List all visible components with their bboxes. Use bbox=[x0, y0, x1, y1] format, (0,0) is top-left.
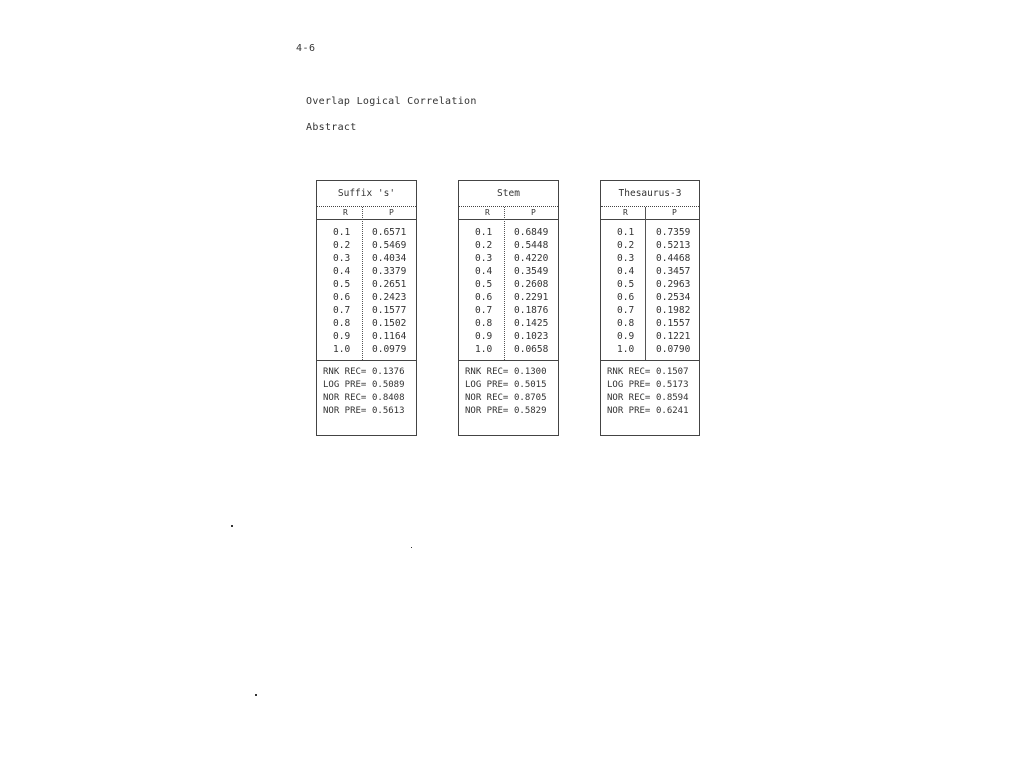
precision-value: 0.1502 bbox=[372, 318, 407, 329]
precision-value: 0.1557 bbox=[656, 318, 691, 329]
metric-value: 0.5089 bbox=[372, 380, 405, 390]
metric-value: 0.1507 bbox=[656, 367, 689, 377]
recall-value: 0.1 bbox=[617, 227, 635, 238]
recall-value: 0.2 bbox=[333, 240, 351, 251]
precision-value: 0.1221 bbox=[656, 331, 691, 342]
column-divider bbox=[362, 207, 363, 360]
recall-value: 0.9 bbox=[617, 331, 635, 342]
recall-column bbox=[333, 226, 357, 356]
scan-speck bbox=[231, 525, 233, 527]
precision-value: 0.1876 bbox=[514, 305, 549, 316]
results-table-suffix-s bbox=[316, 180, 417, 436]
recall-column-header: R bbox=[623, 208, 628, 217]
recall-value: 0.4 bbox=[333, 266, 351, 277]
recall-value: 0.2 bbox=[617, 240, 635, 251]
precision-value: 0.5213 bbox=[656, 240, 691, 251]
recall-column bbox=[475, 226, 499, 356]
metric-value: 0.5015 bbox=[514, 380, 547, 390]
metric-label: NOR PRE= bbox=[607, 406, 651, 416]
precision-column-header: P bbox=[531, 208, 536, 217]
metric-label: RNK REC= bbox=[607, 367, 651, 377]
precision-value: 0.3379 bbox=[372, 266, 407, 277]
recall-value: 0.6 bbox=[617, 292, 635, 303]
precision-value: 0.1982 bbox=[656, 305, 691, 316]
metric-label: LOG PRE= bbox=[607, 380, 651, 390]
metric-row bbox=[465, 392, 558, 405]
metric-row bbox=[607, 405, 699, 418]
column-divider bbox=[645, 207, 646, 360]
metric-label: NOR REC= bbox=[607, 393, 651, 403]
precision-value: 0.2963 bbox=[656, 279, 691, 290]
page-number: 4-6 bbox=[296, 43, 316, 54]
recall-value: 0.7 bbox=[333, 305, 351, 316]
precision-column bbox=[656, 226, 696, 356]
metric-row bbox=[465, 366, 558, 379]
precision-value: 0.4220 bbox=[514, 253, 549, 264]
metric-row bbox=[465, 405, 558, 418]
recall-value: 0.4 bbox=[617, 266, 635, 277]
precision-value: 0.6571 bbox=[372, 227, 407, 238]
precision-value: 0.0658 bbox=[514, 344, 549, 355]
metric-label: NOR REC= bbox=[465, 393, 509, 403]
precision-value: 0.6849 bbox=[514, 227, 549, 238]
recall-value: 1.0 bbox=[475, 344, 493, 355]
summary-metrics bbox=[459, 361, 558, 418]
recall-value: 0.4 bbox=[475, 266, 493, 277]
document-subtitle: Abstract bbox=[306, 122, 357, 133]
table-title: Suffix 's' bbox=[317, 181, 416, 207]
metric-label: LOG PRE= bbox=[323, 380, 367, 390]
recall-value: 0.5 bbox=[617, 279, 635, 290]
table-header bbox=[317, 207, 416, 220]
recall-value: 0.7 bbox=[617, 305, 635, 316]
metric-label: NOR PRE= bbox=[323, 406, 367, 416]
metric-row bbox=[607, 379, 699, 392]
recall-column-header: R bbox=[485, 208, 490, 217]
precision-value: 0.3549 bbox=[514, 266, 549, 277]
precision-value: 0.5469 bbox=[372, 240, 407, 251]
metric-row bbox=[607, 392, 699, 405]
table-body bbox=[317, 220, 416, 361]
recall-value: 0.3 bbox=[617, 253, 635, 264]
recall-value: 0.3 bbox=[333, 253, 351, 264]
metric-row bbox=[323, 366, 416, 379]
recall-value: 0.8 bbox=[475, 318, 493, 329]
precision-value: 0.0790 bbox=[656, 344, 691, 355]
recall-value: 0.8 bbox=[333, 318, 351, 329]
metric-value: 0.8408 bbox=[372, 393, 405, 403]
scan-speck bbox=[411, 547, 412, 548]
metric-value: 0.6241 bbox=[656, 406, 689, 416]
metric-value: 0.1300 bbox=[514, 367, 547, 377]
precision-column bbox=[372, 226, 412, 356]
metric-label: RNK REC= bbox=[323, 367, 367, 377]
precision-value: 0.1023 bbox=[514, 331, 549, 342]
recall-value: 0.1 bbox=[333, 227, 351, 238]
recall-value: 0.7 bbox=[475, 305, 493, 316]
recall-value: 1.0 bbox=[333, 344, 351, 355]
recall-value: 0.1 bbox=[475, 227, 493, 238]
recall-column-header: R bbox=[343, 208, 348, 217]
precision-value: 0.3457 bbox=[656, 266, 691, 277]
recall-value: 0.8 bbox=[617, 318, 635, 329]
metric-label: NOR PRE= bbox=[465, 406, 509, 416]
results-table-thesaurus-3 bbox=[600, 180, 700, 436]
metric-value: 0.5613 bbox=[372, 406, 405, 416]
column-divider bbox=[504, 207, 505, 360]
recall-value: 1.0 bbox=[617, 344, 635, 355]
table-body bbox=[601, 220, 699, 361]
metric-row bbox=[465, 379, 558, 392]
precision-column-header: P bbox=[672, 208, 677, 217]
table-header bbox=[601, 207, 699, 220]
metric-label: LOG PRE= bbox=[465, 380, 509, 390]
precision-value: 0.4034 bbox=[372, 253, 407, 264]
precision-value: 0.1164 bbox=[372, 331, 407, 342]
recall-value: 0.5 bbox=[333, 279, 351, 290]
precision-value: 0.2291 bbox=[514, 292, 549, 303]
metric-value: 0.1376 bbox=[372, 367, 405, 377]
recall-value: 0.9 bbox=[475, 331, 493, 342]
table-title: Thesaurus-3 bbox=[601, 181, 699, 207]
metric-value: 0.8705 bbox=[514, 393, 547, 403]
recall-value: 0.6 bbox=[475, 292, 493, 303]
summary-metrics bbox=[317, 361, 416, 418]
precision-value: 0.2608 bbox=[514, 279, 549, 290]
precision-value: 0.5448 bbox=[514, 240, 549, 251]
summary-metrics bbox=[601, 361, 699, 418]
table-body bbox=[459, 220, 558, 361]
precision-value: 0.4468 bbox=[656, 253, 691, 264]
precision-value: 0.2534 bbox=[656, 292, 691, 303]
metric-row bbox=[323, 392, 416, 405]
recall-value: 0.5 bbox=[475, 279, 493, 290]
table-title: Stem bbox=[459, 181, 558, 207]
recall-value: 0.2 bbox=[475, 240, 493, 251]
table-header bbox=[459, 207, 558, 220]
metric-value: 0.8594 bbox=[656, 393, 689, 403]
precision-value: 0.7359 bbox=[656, 227, 691, 238]
recall-value: 0.3 bbox=[475, 253, 493, 264]
metric-value: 0.5829 bbox=[514, 406, 547, 416]
scan-speck bbox=[255, 694, 257, 696]
recall-column bbox=[617, 226, 641, 356]
metric-label: NOR REC= bbox=[323, 393, 367, 403]
precision-value: 0.2423 bbox=[372, 292, 407, 303]
metric-row bbox=[323, 405, 416, 418]
metric-row bbox=[323, 379, 416, 392]
precision-value: 0.2651 bbox=[372, 279, 407, 290]
results-table-stem bbox=[458, 180, 559, 436]
metric-label: RNK REC= bbox=[465, 367, 509, 377]
recall-value: 0.9 bbox=[333, 331, 351, 342]
metric-row bbox=[607, 366, 699, 379]
precision-column bbox=[514, 226, 554, 356]
document-title: Overlap Logical Correlation bbox=[306, 96, 477, 107]
metric-value: 0.5173 bbox=[656, 380, 689, 390]
precision-column-header: P bbox=[389, 208, 394, 217]
precision-value: 0.0979 bbox=[372, 344, 407, 355]
precision-value: 0.1425 bbox=[514, 318, 549, 329]
recall-value: 0.6 bbox=[333, 292, 351, 303]
precision-value: 0.1577 bbox=[372, 305, 407, 316]
